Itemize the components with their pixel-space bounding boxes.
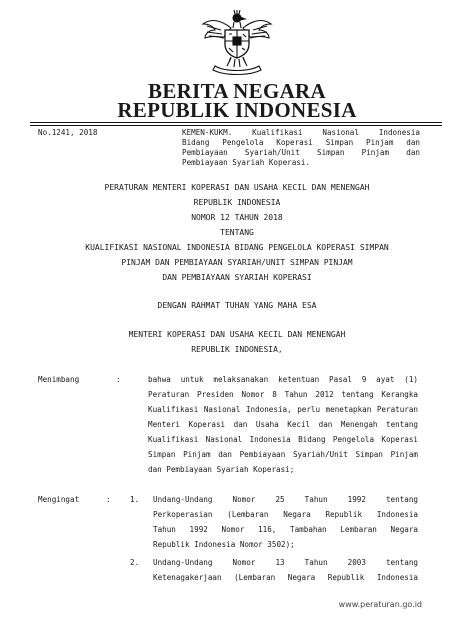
- minister-line: MENTERI KOPERASI DAN USAHA KECIL DAN MENENGAH: [128, 330, 346, 339]
- gazette-title-line1: BERITA NEGARA: [148, 79, 326, 103]
- gazette-number: No.1241, 2018: [38, 128, 98, 137]
- footer-website-link[interactable]: www.peraturan.go.id: [338, 600, 422, 609]
- regulation-subject-line: KUALIFIKASI NASIONAL INDONESIA BIDANG PENGELOLA KOPERASI SIMPAN: [85, 243, 389, 252]
- summary-line: Pembiayaan Syariah Koperasi.: [182, 158, 311, 167]
- regulation-title-line: PERATURAN MENTERI KOPERASI DAN USAHA KECIL DAN MENENGAH: [104, 183, 370, 192]
- blessing-line: DENGAN RAHMAT TUHAN YANG MAHA ESA: [157, 301, 317, 310]
- menimbang-line: dan Pembiayaan Syariah Koperasi;: [148, 465, 295, 474]
- menimbang-label: Menimbang: [38, 375, 80, 384]
- menimbang-line: Simpan Pinjam dan Pembiayaan Syariah/Unit Simpan Pinjam: [148, 450, 418, 459]
- summary-line: KEMEN-KUKM. Kualifikasi Nasional Indonesia: [182, 128, 420, 137]
- mengingat-colon: :: [106, 495, 111, 504]
- mengingat-item-number: 1.: [130, 495, 140, 504]
- summary-line: Pembiayaan Syariah/Unit Simpan Pinjam dan: [182, 148, 420, 157]
- mengingat-item-number: 2.: [130, 558, 140, 567]
- header-divider-bottom: [30, 125, 442, 126]
- summary-line: Bidang Pengelola Koperasi Simpan Pinjam dan: [182, 138, 420, 147]
- mengingat-item-line: Ketenagakerjaan (Lembaran Negara Republik Indonesia: [153, 573, 418, 582]
- minister-line: REPUBLIK INDONESIA,: [191, 345, 283, 354]
- gazette-summary: [182, 128, 420, 168]
- mengingat-item-line: Undang-Undang Nomor 25 Tahun 1992 tentang: [153, 495, 418, 504]
- menimbang-line: Menteri Koperasi dan Usaha Kecil dan Menengah tentang: [148, 420, 418, 429]
- mengingat-item-line: Tahun 1992 Nomor 116, Tambahan Lembaran Negara: [153, 525, 418, 534]
- regulation-title-line: REPUBLIK INDONESIA: [193, 198, 281, 207]
- menimbang-line: Kualifikasi Nasional Indonesia Bidang Pengelola Koperasi: [148, 435, 418, 444]
- menimbang-line: Peraturan Presiden Nomor 8 Tahun 2012 tentang Kerangka: [148, 390, 418, 399]
- menimbang-line: bahwa untuk melaksanakan ketentuan Pasal 9 ayat (1): [148, 375, 418, 384]
- garuda-emblem-icon: [201, 10, 273, 76]
- regulation-subject-line: DAN PEMBIAYAAN SYARIAH KOPERASI: [162, 273, 312, 282]
- mengingat-item-line: Undang-Undang Nomor 13 Tahun 2003 tentang: [153, 558, 418, 567]
- menimbang-line: Kualifikasi Nasional Indonesia, perlu menetapkan Peraturan: [148, 405, 418, 414]
- header-divider-top: [30, 122, 442, 123]
- mengingat-item-line: Republik Indonesia Nomor 3502);: [153, 540, 295, 549]
- mengingat-item-line: Perkoperasian (Lembaran Negara Republik Indonesia: [153, 510, 418, 519]
- mengingat-label: Mengingat: [38, 495, 80, 504]
- regulation-number: NOMOR 12 TAHUN 2018: [191, 213, 283, 222]
- gazette-title-line2: REPUBLIK INDONESIA: [117, 98, 357, 122]
- regulation-subject-line: PINJAM DAN PEMBIAYAAN SYARIAH/UNIT SIMPAN PINJAM: [121, 258, 353, 267]
- regulation-about: TENTANG: [220, 228, 254, 237]
- menimbang-colon: :: [116, 375, 121, 384]
